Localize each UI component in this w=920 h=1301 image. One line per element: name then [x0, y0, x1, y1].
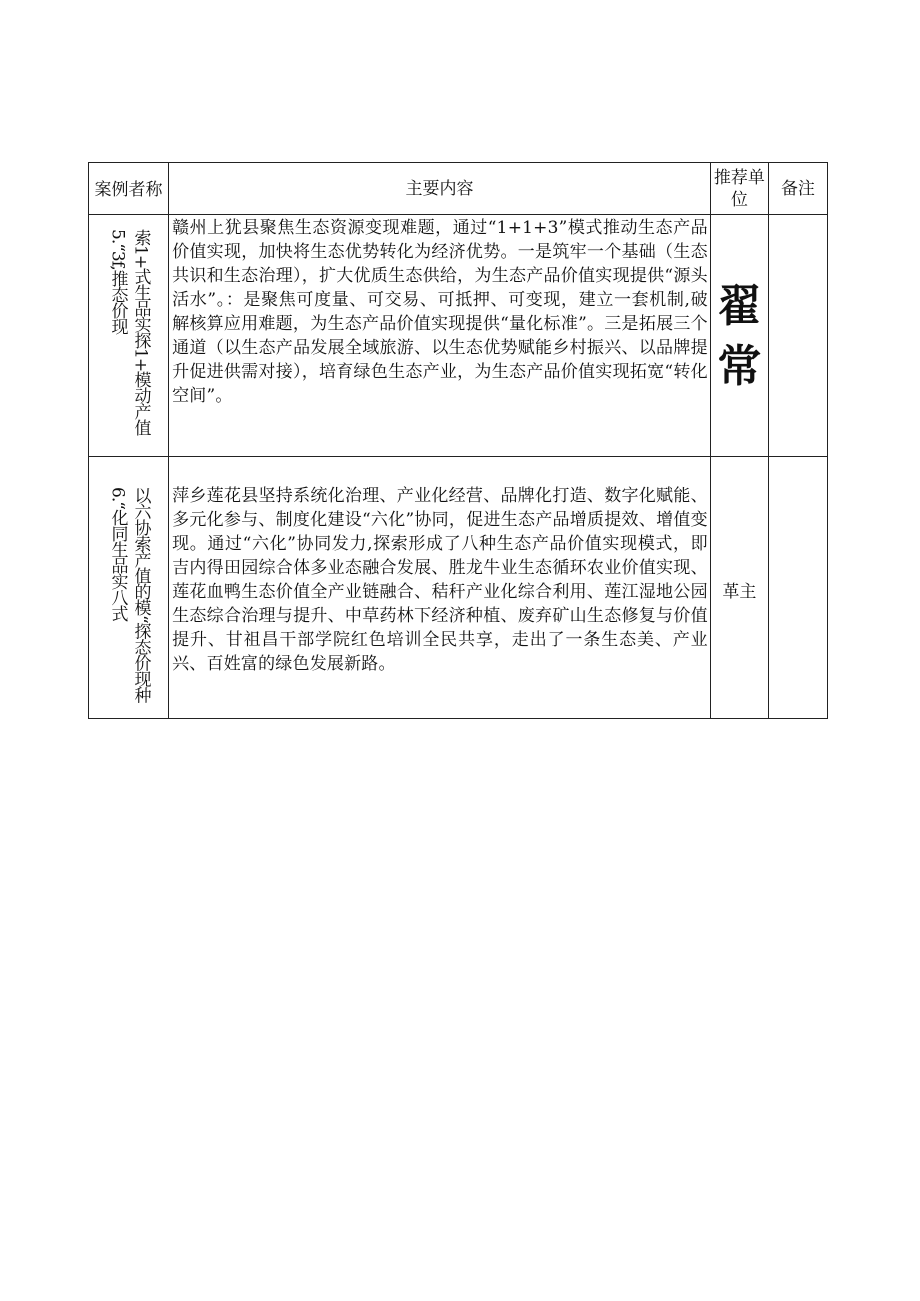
header-unit-cell [710, 163, 768, 215]
header-remarks: 备注 [780, 178, 815, 199]
case-content-text: 赣州上犹县聚焦生态资源变现难题，通过“1+1+3”模式推动生态产品价值实现，加快将生态优势转化为经济优势。一是筑牢一个基础（生态共识和生态治理），扩大优质生态供给，为生态产品价值实现提供“源头活水”。：是聚焦可度量、可交易、可抵押、可变现，建立一套机制,破解核算应用难题，为生态产品价值实现提供“量化标准”。三是拓展三个通道（以生态产品发展全域旅游、以生态优势赋能乡村振兴、以品牌提升促进供需对接），培育绿色生态产业，为生态产品价值实现拓宽“转化空间”。 [172, 218, 708, 406]
case-table [88, 162, 828, 719]
header-recommending-unit: 推荐单位 [713, 167, 765, 210]
case-content-text: 萍乡莲花县坚持系统化治理、产业化经营、品牌化打造、数字化赋能、多元化参与、制度化建设“六化”协同，促进生态产品增质提效、增值变现。通过“六化”协同发力,探索形成了八种生态产品价值实现模式，即吉内得田园综合体多业态融合发展、胜龙牛业生态循环农业价值实现、莲花血鸭生态价值全产业链融合、秸秆产业化综合利用、莲江湿地公园生态综合治理与提升、中草药林下经济种植、废弃矿山生态修复与价值提升、甘祖昌干部学院红色培训全民共享，走出了一条生态美、产业兴、百姓富的绿色发展新路。 [172, 486, 708, 674]
remarks-cell [768, 215, 827, 457]
header-content-cell [169, 163, 711, 215]
table-row [89, 457, 828, 719]
case-content-cell [169, 215, 711, 457]
header-case-name-cell [89, 163, 169, 215]
case-name-cell [89, 215, 169, 457]
header-main-content: 主要内容 [405, 178, 474, 199]
case-name-vertical: 以六协索产值的模“探态价现种6.“化同生品实八式 [107, 487, 151, 703]
header-case-name: 案例者称 [94, 180, 163, 200]
recommending-unit-cell [710, 457, 768, 719]
recommending-unit-cell [710, 215, 768, 457]
remarks-cell [768, 457, 827, 719]
case-name-vertical: 索1+式生品实探1+模动产值5.“3f,推态价现 [107, 229, 151, 436]
table-header-row [89, 163, 828, 215]
case-content-cell [169, 457, 711, 719]
table-row [89, 215, 828, 457]
header-note-cell [768, 163, 827, 215]
case-name-cell [89, 457, 169, 719]
recommending-unit-text: 革主 [722, 582, 757, 602]
recommending-unit-text: 翟常 [717, 281, 762, 392]
